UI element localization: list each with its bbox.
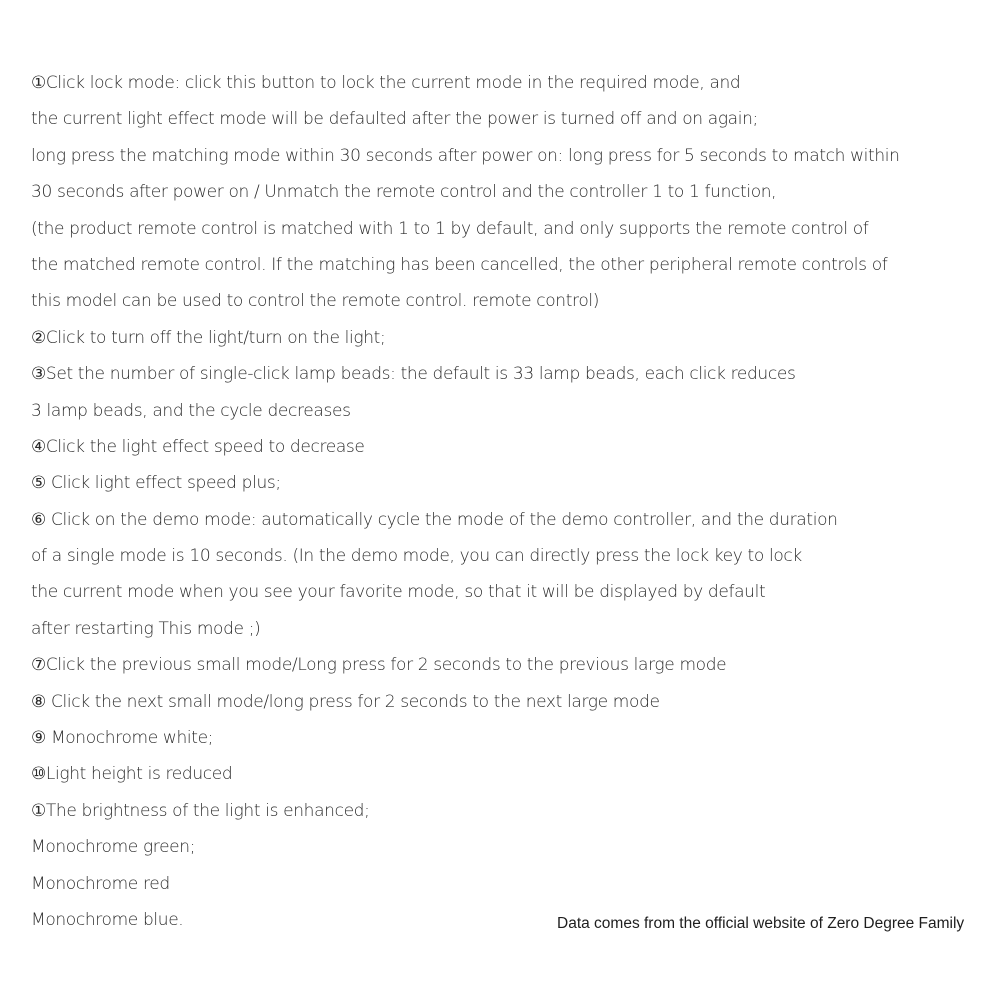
text-line: ⑩Light height is reduced [31, 764, 233, 785]
text-line: ②Click to turn off the light/turn on the light; [31, 327, 386, 348]
text-line: ⑥ Click on the demo mode: automatically cycle the mode of the demo controller, and the duration [31, 509, 838, 530]
text-line: ⑨ Monochrome white; [31, 728, 214, 749]
text-line: this model can be used to control the remote control. remote control) [31, 291, 600, 312]
text-line: the current mode when you see your favorite mode, so that it will be displayed by default [31, 582, 766, 603]
text-line: Monochrome green; [31, 837, 196, 858]
text-line: (the product remote control is matched with 1 to 1 by default, and only supports the remote control of [31, 218, 869, 239]
source-note: Data comes from the official website of Zero Degree Family [557, 915, 965, 932]
text-line: of a single mode is 10 seconds. (In the demo mode, you can directly press the lock key to lock [31, 546, 802, 567]
text-line: Monochrome blue. [31, 909, 184, 930]
text-line: after restarting This mode ;) [31, 618, 261, 639]
text-line: ①The brightness of the light is enhanced; [31, 800, 370, 821]
text-line: ③Set the number of single-click lamp beads: the default is 33 lamp beads, each click reduces [31, 364, 796, 385]
text-line: ⑧ Click the next small mode/long press for 2 seconds to the next large mode [31, 691, 660, 712]
text-line: ⑦Click the previous small mode/Long press for 2 seconds to the previous large mode [31, 655, 727, 676]
text-line: the matched remote control. If the matching has been cancelled, the other peripheral remote controls of [31, 254, 888, 275]
text-line: the current light effect mode will be defaulted after the power is turned off and on again; [31, 109, 758, 130]
text-line: 3 lamp beads, and the cycle decreases [31, 400, 351, 421]
text-line: ①Click lock mode: click this button to lock the current mode in the required mode, and [31, 73, 741, 93]
text-line: ④Click the light effect speed to decrease [31, 436, 365, 457]
text-line: 30 seconds after power on / Unmatch the remote control and the controller 1 to 1 function, [31, 182, 777, 203]
text-line: ⑤ Click light effect speed plus; [31, 473, 281, 494]
text-line: long press the matching mode within 30 seconds after power on: long press for 5 seconds to match within [31, 145, 900, 166]
text-line: Monochrome red [31, 873, 170, 894]
instruction-text [31, 70, 981, 943]
